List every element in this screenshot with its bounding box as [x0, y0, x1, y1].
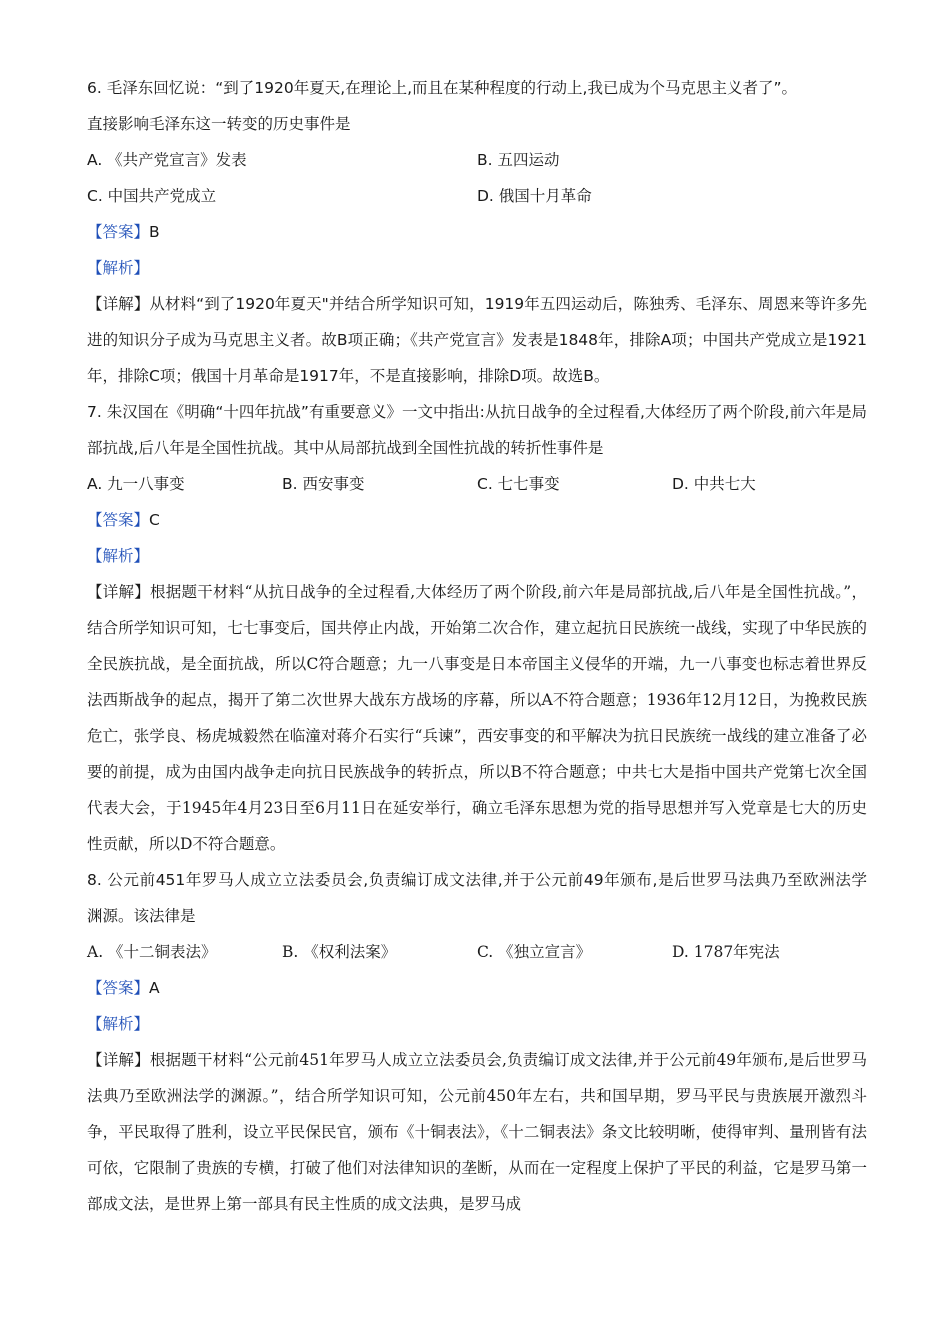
document-page — [87, 70, 883, 1222]
detail-tag: 【详解】 — [87, 583, 151, 601]
analysis-line — [87, 538, 867, 574]
detail-tag: 【详解】 — [87, 295, 150, 313]
options-row — [87, 934, 867, 970]
options-row — [87, 178, 867, 214]
option-a: A. 《共产党宣言》发表 — [87, 151, 247, 169]
option-d: D. 中共七大 — [672, 475, 756, 493]
analysis-tag: 【解析】 — [87, 1015, 150, 1033]
analysis-line — [87, 1006, 867, 1042]
option-a: A. 《十二铜表法》 — [87, 943, 217, 961]
analysis-tag: 【解析】 — [87, 547, 150, 565]
option-b: B. 西安事变 — [282, 475, 365, 493]
question-stem: 6. 毛泽东回忆说：“到了1920年夏天,在理论上,而且在某种程度的行动上,我已成为个马克思主义者了”。 — [87, 79, 798, 97]
option-c: C. 中国共产党成立 — [87, 187, 217, 205]
question-stem: 7. 朱汉国在《明确“十四年抗战”有重要意义》一文中指出:从抗日战争的全过程看,大体经历了两个阶段,前六年是局部抗战,后八年是全国性抗战。其中从局部抗战到全国性抗战的转折性事件是 — [87, 403, 867, 457]
answer-line — [87, 970, 867, 1006]
answer-line — [87, 214, 867, 250]
question-8 — [87, 862, 883, 1222]
detail-paragraph — [87, 1042, 867, 1222]
options-row — [87, 142, 867, 178]
option-b: B. 《权利法案》 — [282, 943, 397, 961]
question-7 — [87, 394, 867, 862]
question-stem: 8. 公元前451年罗马人成立立法委员会,负责编订成文法律,并于公元前49年颁布,是后世罗马法典乃至欧洲法学 渊源。该法律是 — [87, 871, 883, 925]
option-b: B. 五四运动 — [477, 151, 560, 169]
question-stem: 直接影响毛泽东这一转变的历史事件是 — [87, 115, 351, 133]
answer-tag: 【答案】 — [87, 223, 150, 241]
answer-tag: 【答案】 — [87, 511, 150, 529]
answer-value: A — [149, 979, 160, 997]
answer-value: C — [149, 511, 160, 529]
analysis-tag: 【解析】 — [87, 259, 150, 277]
detail-text: 根据题干材料“从抗日战争的全过程看,大体经历了两个阶段,前六年是局部抗战,后八年是全国性抗战。”，结合所学知识可知，七七事变后，国共停止内战，开始第二次合作，建立起抗日民族统一战线，实现了中华民族的全民族抗战，是全面抗战，所以C符合题意；九一八事变是日本帝国主义侵华的开端，九一八事变也标志着世界反法西斯战争的起点，揭开了第二次世界大战东方战场的序幕，所以A不符合题意；1936年12月12日，为挽救民族危亡，张学良、杨虎城毅然在临潼对蒋介石实行“兵谏”，西安事变的和平解决为抗日民族统一战线的建立准备了必要的前提，成为由国内战争走向抗日民族战争的转折点，所以B不符合题意；中共七大是指中国共产党第七次全国代表大会，于1945年4月23日至6月11日在延安举行，确立毛泽东思想为党的指导思想并写入党章是七大的历史性贡献，所以D不符合题意。 — [87, 583, 867, 853]
option-a: A. 九一八事变 — [87, 475, 185, 493]
detail-text: 从材料“到了1920年夏天"并结合所学知识可知，1919年五四运动后，陈独秀、毛泽东、周恩来等许多先进的知识分子成为马克思主义者。故B项正确；《共产党宣言》发表是1848年，排除A项；中国共产党成立是1921年，排除C项；俄国十月革命是1917年，不是直接影响，排除D项。故选B。 — [87, 295, 867, 385]
option-c: C. 《独立宣言》 — [477, 943, 592, 961]
detail-tag: 【详解】 — [87, 1051, 150, 1069]
option-d: D. 俄国十月革命 — [477, 187, 592, 205]
question-6 — [87, 70, 867, 394]
answer-value: B — [149, 223, 160, 241]
option-c: C. 七七事变 — [477, 475, 560, 493]
option-d: D. 1787年宪法 — [672, 943, 780, 961]
answer-line — [87, 502, 867, 538]
detail-text: 根据题干材料“公元前451年罗马人成立立法委员会,负责编订成文法律,并于公元前49年颁布,是后世罗马法典乃至欧洲法学的渊源。”，结合所学知识可知，公元前450年左右，共和国早期，罗马平民与贵族展开激烈斗争，平民取得了胜利，设立平民保民官，颁布《十铜表法》，《十二铜表法》条文比较明晰，使得审判、量刑皆有法可依，它限制了贵族的专横，打破了他们对法律知识的垄断，从而在一定程度上保护了平民的利益，它是罗马第一部成文法，是世界上第一部具有民主性质的成文法典，是罗马成 — [87, 1051, 867, 1213]
analysis-line — [87, 250, 867, 286]
answer-tag: 【答案】 — [87, 979, 150, 997]
detail-paragraph — [87, 574, 867, 862]
options-row — [87, 466, 867, 502]
detail-paragraph — [87, 286, 867, 394]
